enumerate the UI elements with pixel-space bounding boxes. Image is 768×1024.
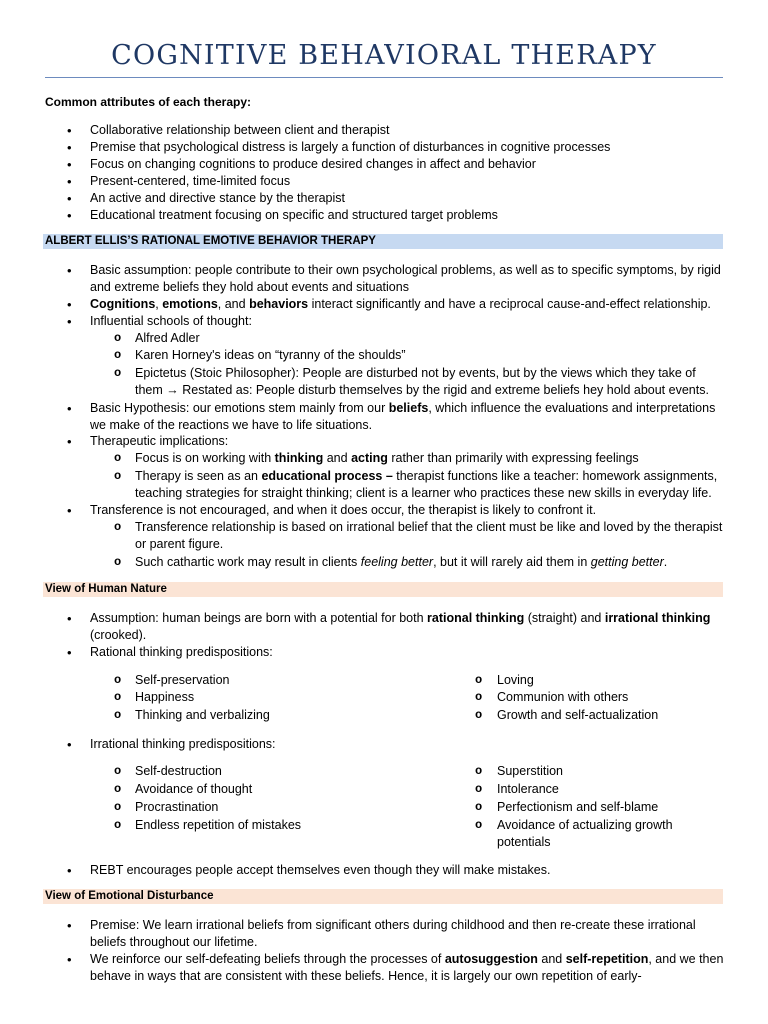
bullet: • — [67, 434, 72, 449]
rational-label: Rational thinking predispositions: — [90, 645, 273, 659]
common-attributes-heading: Common attributes of each therapy: — [45, 95, 252, 109]
bullet: • — [67, 918, 72, 933]
sub-item: Avoidance of thought — [135, 782, 253, 796]
bullet: • — [67, 503, 72, 518]
bullet: • — [67, 140, 72, 155]
bullet: • — [67, 952, 72, 967]
transference-item: Transference is not encouraged, and when it does occur, the therapist is likely to confront it. — [90, 503, 597, 517]
bullet: • — [67, 208, 72, 223]
bullet: • — [67, 401, 72, 416]
sub-bullet: o — [114, 331, 122, 345]
sub-item: Focus is on working with thinking and acting rather than primarily with expressing feelings — [135, 451, 639, 465]
sub-item: Such cathartic work may result in clients feeling better, but it will rarely aid them in getting better. — [135, 555, 668, 569]
sub-item: Perfectionism and self-blame — [497, 800, 659, 814]
sub-item: Happiness — [135, 690, 195, 704]
list-item: Collaborative relationship between client and therapist — [90, 123, 390, 137]
rebt-heading: ALBERT ELLIS’S RATIONAL EMOTIVE BEHAVIOR THERAPY — [43, 234, 723, 249]
sub-bullet: o — [114, 469, 122, 483]
premise-item: Premise: We learn irrational beliefs from significant others during childhood and then re-create these irrational beliefs throughout our lifetime. — [90, 918, 696, 949]
sub-bullet: o — [114, 782, 122, 796]
sub-bullet: o — [475, 818, 483, 832]
reinforce-item: We reinforce our self-defeating beliefs through the processes of autosuggestion and self-repetition, and we then behave in ways that are consistent with these beliefs. Hence, it is largely our own repetition of early- — [90, 952, 724, 983]
bullet: • — [67, 863, 72, 878]
sub-item: Procrastination — [135, 800, 219, 814]
sub-item: Endless repetition of mistakes — [135, 818, 302, 832]
sub-item: Epictetus (Stoic Philosopher): People are disturbed not by events, but by the views which they take of them → Restated as: People disturb themselves by the rigid and extreme beliefs hey hold about events. — [135, 366, 709, 397]
sub-item: Loving — [497, 673, 534, 687]
sub-bullet: o — [114, 690, 122, 704]
sub-bullet: o — [114, 366, 122, 380]
assumption-item: Assumption: human beings are born with a potential for both rational thinking (straight) and irrational thinking (crooked). — [90, 611, 711, 642]
bullet: • — [67, 314, 72, 329]
list-item: Present-centered, time-limited focus — [90, 174, 291, 188]
sub-bullet: o — [475, 708, 483, 722]
sub-item: Transference relationship is based on irrational belief that the client must be like and loved by the therapist or parent figure. — [135, 520, 723, 551]
list-item: An active and directive stance by the therapist — [90, 191, 346, 205]
influential-schools-label: Influential schools of thought: — [90, 314, 252, 328]
therapeutic-implications-label: Therapeutic implications: — [90, 434, 229, 448]
basic-assumption: Basic assumption: people contribute to their own psychological problems, as well as to specific symptoms, by rigid and extreme beliefs they hold about events and situations — [90, 263, 721, 294]
bullet: • — [67, 297, 72, 312]
sub-bullet: o — [114, 764, 122, 778]
sub-bullet: o — [114, 800, 122, 814]
sub-bullet: o — [475, 800, 483, 814]
cognitions-item: Cognitions, emotions, and behaviors interact significantly and have a reciprocal cause-and-effect relationship. — [90, 297, 711, 311]
sub-item: Thinking and verbalizing — [135, 708, 270, 722]
sub-item: Superstition — [497, 764, 564, 778]
sub-item: Avoidance of actualizing growth potentials — [497, 818, 673, 849]
bullet: • — [67, 645, 72, 660]
list-item: Focus on changing cognitions to produce desired changes in affect and behavior — [90, 157, 536, 171]
sub-item: Alfred Adler — [135, 331, 200, 345]
sub-bullet: o — [114, 348, 122, 362]
sub-item: Therapy is seen as an educational process – therapist functions like a teacher: homework assignments, teaching strategies for straight thinking; client is a learner who practices these new skills in everyday life. — [135, 469, 718, 500]
rebt-encourages-item: REBT encourages people accept themselves even though they will make mistakes. — [90, 863, 551, 877]
page-title: COGNITIVE BEHAVIORAL THERAPY — [111, 40, 657, 71]
sub-item: Self-preservation — [135, 673, 230, 687]
sub-bullet: o — [114, 818, 122, 832]
emotional-disturbance-heading: View of Emotional Disturbance — [43, 889, 723, 904]
bullet: • — [67, 737, 72, 752]
sub-bullet: o — [114, 555, 122, 569]
sub-item: Self-destruction — [135, 764, 222, 778]
sub-bullet: o — [475, 673, 483, 687]
bullet: • — [67, 174, 72, 189]
sub-bullet: o — [114, 451, 122, 465]
bullet: • — [67, 191, 72, 206]
sub-item: Communion with others — [497, 690, 629, 704]
bullet: • — [67, 157, 72, 172]
sub-bullet: o — [114, 708, 122, 722]
sub-bullet: o — [475, 690, 483, 704]
sub-item: Intolerance — [497, 782, 559, 796]
sub-bullet: o — [114, 520, 122, 534]
sub-bullet: o — [114, 673, 122, 687]
bullet: • — [67, 263, 72, 278]
list-item: Educational treatment focusing on specific and structured target problems — [90, 208, 498, 222]
irrational-label: Irrational thinking predispositions: — [90, 737, 276, 751]
basic-hypothesis: Basic Hypothesis: our emotions stem mainly from our beliefs, which influence the evaluations and interpretations we make of the reactions we have to life situations. — [90, 401, 716, 432]
bullet: • — [67, 123, 72, 138]
human-nature-heading: View of Human Nature — [43, 582, 723, 597]
title-rule — [45, 77, 723, 78]
sub-bullet: o — [475, 782, 483, 796]
sub-item: Growth and self-actualization — [497, 708, 659, 722]
list-item: Premise that psychological distress is largely a function of disturbances in cognitive processes — [90, 140, 611, 154]
sub-bullet: o — [475, 764, 483, 778]
sub-item: Karen Horney's ideas on “tyranny of the shoulds” — [135, 348, 406, 362]
bullet: • — [67, 611, 72, 626]
